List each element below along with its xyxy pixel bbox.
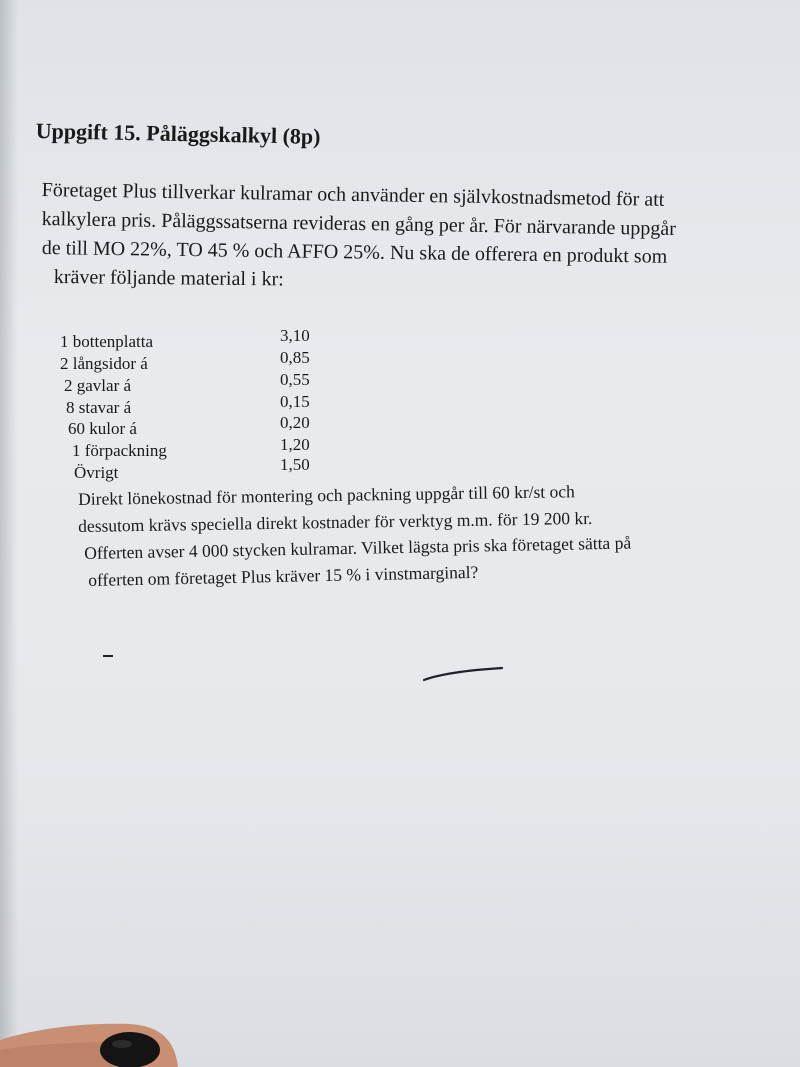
closing-paragraph — [78, 481, 778, 594]
materials-list — [60, 326, 360, 482]
material-price: 0,20 — [280, 413, 310, 432]
material-name: 2 långsidor á — [60, 353, 148, 373]
task-title: Uppgift 15. Påläggskalkyl (8p) — [35, 118, 321, 149]
list-item — [60, 326, 360, 352]
intro-line: Företaget Plus tillverkar kulramar och använder en självkostnadsmetod för att — [41, 178, 665, 211]
closing-line: Offerten avser 4 000 stycken kulramar. Vilket lägsta pris ska företaget sätta på — [84, 532, 632, 563]
intro-line: de till MO 22%, TO 45 % och AFFO 25%. Nu ska de offerera en produkt som — [41, 236, 668, 268]
page-edge-shadow — [0, 0, 18, 1067]
list-item — [60, 455, 360, 482]
intro-line: kalkylera pris. Påläggssatserna revideras en gång per år. För närvarande uppgår — [41, 207, 677, 240]
finger-with-nail — [0, 1000, 200, 1067]
material-price: 0,15 — [280, 391, 310, 411]
pen-stroke — [420, 660, 510, 690]
material-price: 1,20 — [280, 434, 310, 454]
material-price: 0,85 — [280, 347, 310, 367]
closing-line: dessutom krävs speciella direkt kostnader för verktyg m.m. för 19 200 kr. — [78, 507, 593, 536]
pen-mark — [103, 655, 113, 657]
material-name: 60 kulor á — [68, 419, 137, 438]
list-item — [60, 347, 360, 374]
material-name: 8 stavar á — [66, 397, 132, 417]
list-item — [60, 391, 360, 417]
material-price: 1,50 — [280, 455, 310, 474]
list-item — [60, 434, 360, 460]
list-item — [60, 370, 360, 395]
material-name: 1 bottenplatta — [60, 332, 154, 351]
material-name: 2 gavlar á — [64, 376, 132, 395]
closing-line: offerten om företaget Plus kräver 15 % i vinstmarginal? — [88, 561, 479, 590]
material-name: 1 förpackning — [72, 440, 167, 460]
closing-line: Direkt lönekostnad för montering och packning uppgår till 60 kr/st och — [78, 481, 576, 509]
intro-line: kräver följande material i kr: — [53, 265, 284, 291]
material-name: Övrigt — [74, 463, 119, 482]
material-price: 0,55 — [280, 370, 310, 389]
list-item — [60, 413, 360, 438]
intro-paragraph — [42, 176, 762, 292]
material-price: 3,10 — [280, 326, 310, 345]
